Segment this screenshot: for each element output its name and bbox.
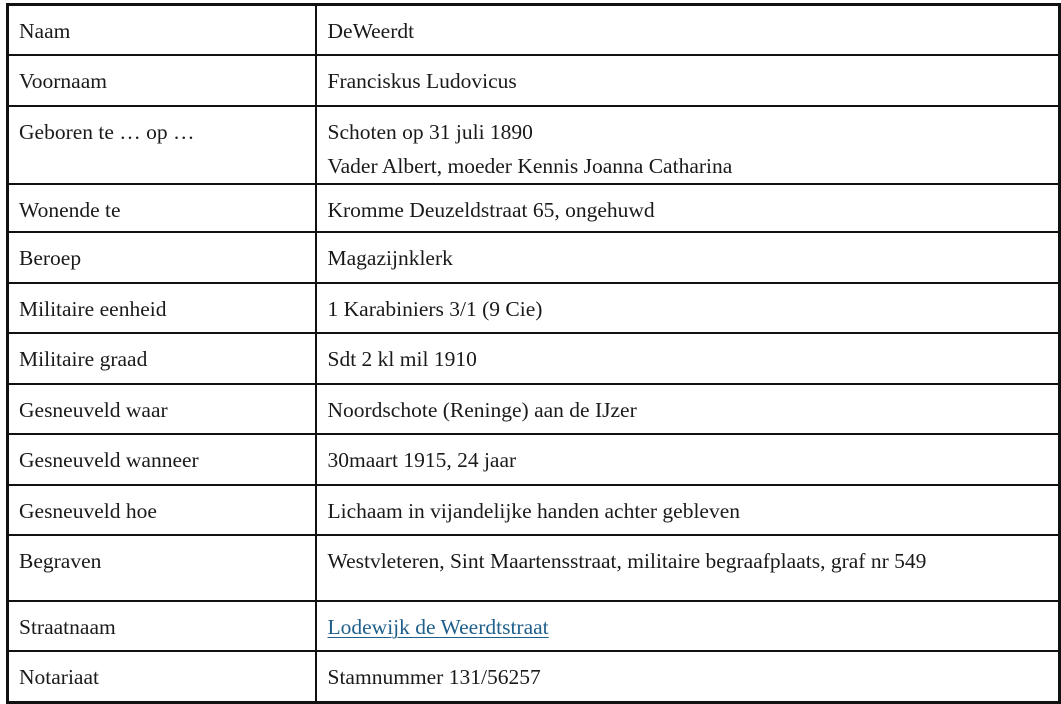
value-cell	[316, 535, 1060, 601]
table-row-begraven	[8, 535, 1060, 601]
row-value-notariaat: Stamnummer 131/56257	[327, 664, 541, 689]
table-row-waar	[8, 384, 1060, 434]
row-value-waar: Noordschote (Reninge) aan de IJzer	[327, 397, 637, 422]
row-label-naam: Naam	[19, 19, 71, 43]
row-value-wanneer: 30maart 1915, 24 jaar	[327, 447, 517, 472]
label-cell	[8, 5, 316, 55]
value-cell	[316, 384, 1060, 434]
value-cell	[316, 333, 1060, 384]
row-label-hoe: Gesneuveld hoe	[19, 498, 157, 523]
row-label-straatnaam: Straatnaam	[19, 614, 116, 639]
label-cell	[8, 485, 316, 535]
label-cell	[8, 333, 316, 384]
row-value-graad: Sdt 2 kl mil 1910	[327, 346, 477, 371]
row-value-ouders: Vader Albert, moeder Kennis Joanna Catharina	[327, 153, 733, 178]
label-cell	[8, 601, 316, 651]
label-cell	[8, 232, 316, 283]
row-label-beroep: Beroep	[19, 245, 82, 270]
value-cell	[316, 434, 1060, 485]
table-row-straatnaam	[8, 601, 1060, 651]
row-value-wonende: Kromme Deuzeldstraat 65, ongehuwd	[327, 197, 655, 222]
label-cell	[8, 106, 316, 184]
row-label-geboren: Geboren te … op …	[19, 119, 195, 144]
table-row-hoe	[8, 485, 1060, 535]
value-cell	[316, 651, 1060, 703]
value-cell	[316, 283, 1060, 333]
value-cell	[316, 106, 1060, 184]
row-label-graad: Militaire graad	[19, 346, 148, 371]
table-row-naam	[8, 5, 1060, 55]
row-label-begraven: Begraven	[19, 548, 102, 573]
row-label-notariaat: Notariaat	[19, 664, 99, 689]
table-row-notariaat	[8, 651, 1060, 703]
table-row-eenheid	[8, 283, 1060, 333]
label-cell	[8, 184, 316, 232]
table-row-wanneer	[8, 434, 1060, 485]
label-cell	[8, 55, 316, 106]
value-cell	[316, 5, 1060, 55]
row-label-voornaam: Voornaam	[19, 68, 107, 93]
label-cell	[8, 283, 316, 333]
value-cell	[316, 232, 1060, 283]
table-row-geboren	[8, 106, 1060, 184]
row-value-naam: DeWeerdt	[327, 19, 415, 43]
row-label-wonende: Wonende te	[19, 197, 121, 222]
row-value-begraven: Westvleteren, Sint Maartensstraat, militaire begraafplaats, graf nr 549	[327, 548, 927, 573]
row-value-geboren: Schoten op 31 juli 1890	[327, 119, 533, 144]
value-cell	[316, 184, 1060, 232]
row-value-beroep: Magazijnklerk	[327, 245, 453, 270]
street-name-link[interactable]: Lodewijk de Weerdtstraat	[327, 614, 549, 639]
row-label-waar: Gesneuveld waar	[19, 397, 168, 422]
label-cell	[8, 651, 316, 703]
row-value-eenheid: 1 Karabiniers 3/1 (9 Cie)	[327, 296, 543, 321]
table-row-wonende	[8, 184, 1060, 232]
row-label-wanneer: Gesneuveld wanneer	[19, 447, 199, 472]
table-row-voornaam	[8, 55, 1060, 106]
table-row-beroep	[8, 232, 1060, 283]
label-cell	[8, 434, 316, 485]
table-row-graad	[8, 333, 1060, 384]
row-value-hoe: Lichaam in vijandelijke handen achter gebleven	[327, 498, 740, 523]
label-cell	[8, 535, 316, 601]
value-cell	[316, 601, 1060, 651]
row-label-eenheid: Militaire eenheid	[19, 296, 167, 321]
personal-record-table	[6, 3, 1061, 704]
value-cell	[316, 485, 1060, 535]
row-value-voornaam: Franciskus Ludovicus	[327, 68, 517, 93]
label-cell	[8, 384, 316, 434]
value-cell	[316, 55, 1060, 106]
